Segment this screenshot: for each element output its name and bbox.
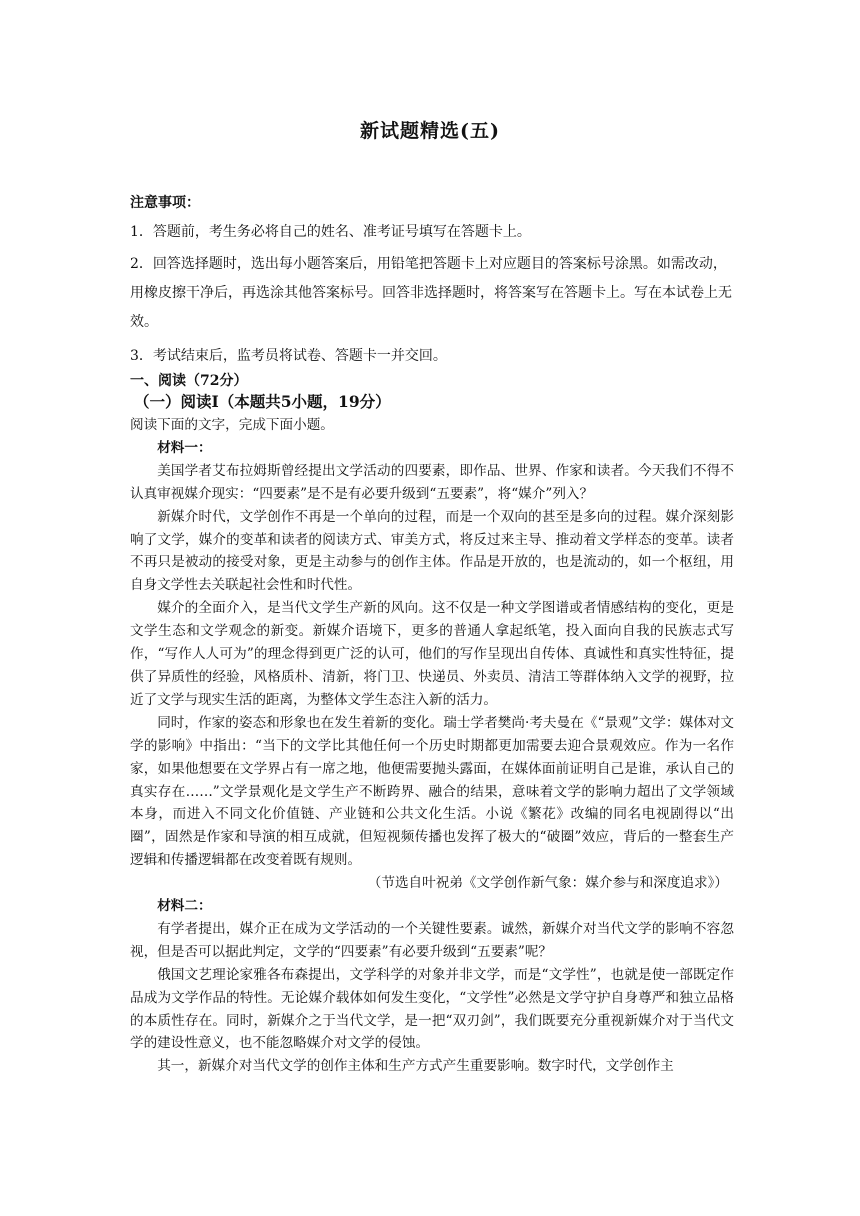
material-1-paragraph: 美国学者艾布拉姆斯曾经提出文学活动的四要素，即作品、世界、作家和读者。今天我们不得不认真审视媒介现实：“四要素”是不是有必要升级到“五要素”，将“媒介”列入？ <box>130 462 734 502</box>
section-heading: 一、阅读（72分） <box>130 373 248 389</box>
material-2-paragraph: 有学者提出，媒介正在成为文学活动的一个关键性要素。诚然，新媒介对当代文学的影响不容忽视，但是否可以据此判定，文学的“四要素”有必要升级到“五要素”呢？ <box>130 920 734 960</box>
notice-item-2: 2．回答选择题时，选出每小题答案后，用铅笔把答题卡上对应题目的答案标号涂黑。如需改动，用橡皮擦干净后，再选涂其他答案标号。回答非选择题时，将答案写在答题卡上。写在本试卷上无效。 <box>130 256 732 330</box>
material-1-source: （节选自叶祝弟《文学创作新气象：媒介参与和深度追求》） <box>367 875 728 892</box>
material-1-paragraph: 新媒介时代，文学创作不再是一个单向的过程，而是一个双向的甚至是多向的过程。媒介深刻影响了文学，媒介的变革和读者的阅读方式、审美方式，将反过来主导、推动着文学样态的变革。读者不再只是被动的接受对象，更是主动参与的创作主体。作品是开放的，也是流动的，如一个枢纽，用自身文学性去关联起社会性和时代性。 <box>130 508 734 594</box>
material-1-paragraph: 媒介的全面介入，是当代文学生产新的风向。这不仅是一种文学图谱或者情感结构的变化，更是文学生态和文学观念的新变。新媒介语境下，更多的普通人拿起纸笔，投入面向自我的民族志式写作，“写作人人可为”的理念得到更广泛的认可，他们的写作呈现出自传体、真诚性和真实性特征，提供了异质性的经验，风格质朴、清新，将门卫、快递员、外卖员、清洁工等群体纳入文学的视野，拉近了文学与现实生活的距离，为整体文学生态注入新的活力。 <box>130 600 734 708</box>
material-2-paragraph: 其一，新媒介对当代文学的创作主体和生产方式产生重要影响。数字时代，文学创作主 <box>157 1058 674 1075</box>
instruction: 阅读下面的文字，完成下面小题。 <box>130 417 334 433</box>
notice-item-1: 1．答题前，考生务必将自己的姓名、准考证号填写在答题卡上。 <box>130 224 531 240</box>
material-1-label: 材料一： <box>157 439 212 456</box>
subsection-heading: （一）阅读Ⅰ（本题共5小题，19分） <box>134 392 391 411</box>
notice-heading: 注意事项： <box>130 195 200 211</box>
page-title: 新试题精选(五) <box>360 120 500 142</box>
material-1-paragraph: 同时，作家的姿态和形象也在发生着新的变化。瑞士学者樊尚·考夫曼在《“景观”文学：媒体对文学的影响》中指出：“当下的文学比其他任何一个历史时期都更加需要去迎合景观效应。作为一名作家，如果他想要在文学界占有一席之地，他便需要抛头露面，在媒体面前证明自己是谁，承认自己的真实存在……”文学景观化是文学生产不断跨界、融合的结果，意味着文学的影响力超出了文学领域本身，而进入不同文化价值链、产业链和公共文化生活。小说《繁花》改编的同名电视剧得以“出圈”，固然是作家和导演的相互成就，但短视频传播也发挥了极大的“破圈”效应，背后的一整套生产逻辑和传播逻辑都在改变着既有规则。 <box>130 714 734 869</box>
material-2-paragraph: 俄国文艺理论家雅各布森提出，文学科学的对象并非文学，而是“文学性”，也就是使一部既定作品成为文学作品的特性。无论媒介载体如何发生变化，“文学性”必然是文学守护自身尊严和独立品格的本质性存在。同时，新媒介之于当代文学，是一把“双刃剑”，我们既要充分重视新媒介对于当代文学的建设性意义，也不能忽略媒介对文学的侵蚀。 <box>130 966 734 1052</box>
reading-passage <box>130 414 734 1078</box>
material-2-label: 材料二： <box>157 898 212 915</box>
notice-item-3: 3．考试结束后，监考员将试卷、答题卡一并交回。 <box>130 348 447 364</box>
